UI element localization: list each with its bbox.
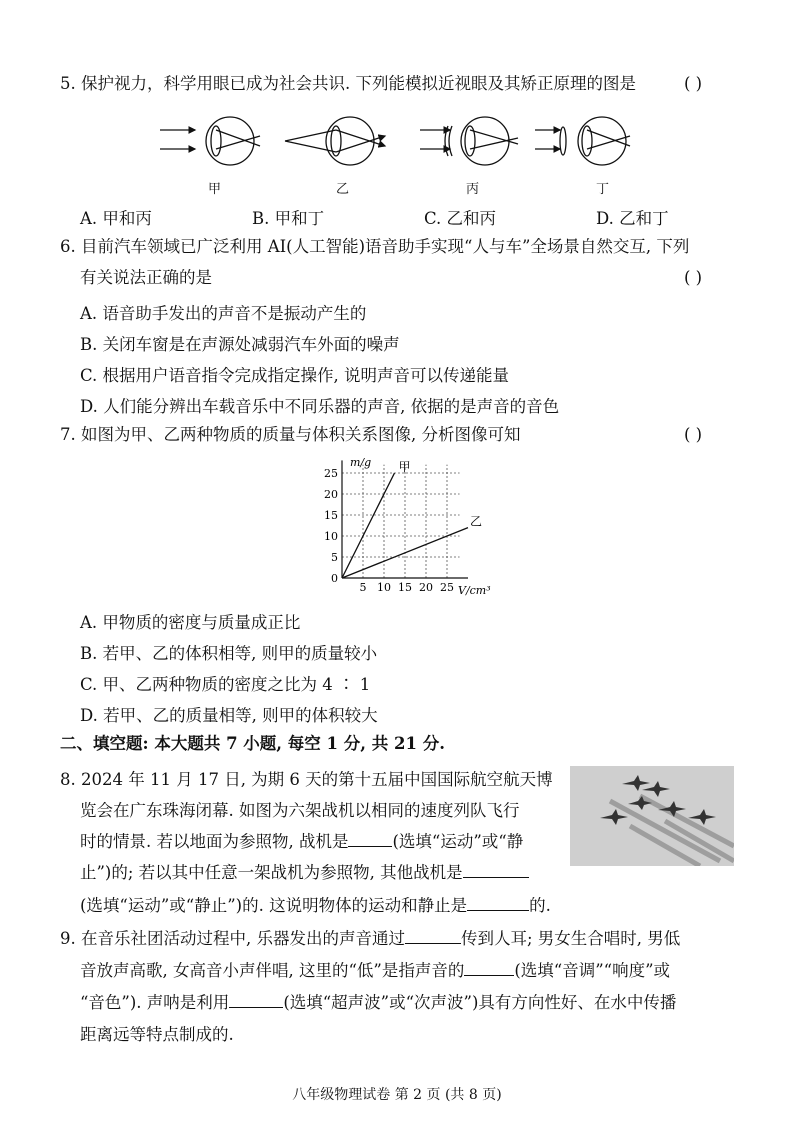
eye-diagram-ding: [535, 117, 630, 165]
q5-option-c: C. 乙和丙: [424, 209, 497, 228]
q5-paren: ( ): [684, 74, 703, 93]
chart-y-tick-label: 0: [331, 572, 338, 585]
q8-line4-text: 止”)的; 若以其中任意一架战机为参照物, 其他战机是: [80, 863, 463, 882]
q8-blank1[interactable]: [348, 832, 392, 847]
chart-x-label: V/cm³: [458, 584, 491, 597]
chart-series-label-0: 甲: [398, 460, 411, 474]
q8-line3: [80, 832, 523, 852]
q5-label-jia: 甲: [208, 182, 222, 197]
q6-stem-line1: 6. 目前汽车领域已广泛利用 AI(人工智能)语音助手实现“人与车”全场景自然交互, 下列: [60, 237, 690, 256]
q9-line2-text2: (选填“音调”“响度”或: [514, 961, 671, 980]
q7-stem: 7. 如图为甲、乙两种物质的质量与体积关系图像, 分析图像可知: [60, 425, 521, 444]
q9-blank3[interactable]: [229, 993, 283, 1008]
q8-line5-text2: 的.: [529, 896, 551, 915]
q9-line1: [60, 929, 680, 949]
q9-line2-text: 音放声高歌, 女高音小声伴唱, 这里的“低”是指声音的: [80, 961, 465, 980]
q8-line2: 览会在广东珠海闭幕. 如图为六架战机以相同的速度列队飞行: [80, 801, 520, 820]
q8-blank3[interactable]: [467, 896, 529, 911]
q6-option-b: B. 关闭车窗是在声源处减弱汽车外面的噪声: [80, 335, 400, 354]
chart-series-label-1: 乙: [470, 514, 483, 529]
chart-y-tick-label: 15: [324, 509, 338, 522]
q6-option-c: C. 根据用户语音指令完成指定操作, 说明声音可以传递能量: [80, 366, 510, 385]
q9-line4: 距离远等特点制成的.: [80, 1025, 234, 1044]
q6-option-d: D. 人们能分辨出车载音乐中不同乐器的声音, 依据的是声音的音色: [80, 397, 560, 416]
q7-option-b: B. 若甲、乙的体积相等, 则甲的质量较小: [80, 644, 378, 663]
chart-y-tick-label: 20: [324, 488, 338, 501]
q8-line4: [80, 863, 529, 883]
q9-line3: [80, 993, 676, 1013]
eye-diagram-jia: [160, 117, 260, 165]
q8-line1: 8. 2024 年 11 月 17 日, 为期 6 天的第十五届中国国际航空航天博: [60, 770, 553, 789]
page-footer: 八年级物理试卷 第 2 页 (共 8 页): [292, 1087, 502, 1103]
chart-x-tick-label: 5: [359, 581, 367, 594]
q9-blank2[interactable]: [464, 961, 514, 976]
q8-line5-text: (选填“运动”或“静止”)的. 这说明物体的运动和静止是: [80, 896, 468, 915]
q9-blank1[interactable]: [405, 929, 461, 944]
q7-option-a: A. 甲物质的密度与质量成正比: [80, 613, 301, 632]
section2-title: 二、填空题: 本大题共 7 小题, 每空 1 分, 共 21 分.: [60, 734, 445, 753]
chart-y-tick-label: 25: [324, 467, 338, 480]
q6-paren: ( ): [684, 268, 703, 287]
chart-y-tick-label: 10: [324, 530, 338, 543]
q5-eye-diagrams: [150, 116, 650, 196]
q6-stem-line2: 有关说法正确的是: [80, 268, 212, 287]
q5-option-a: A. 甲和丙: [80, 209, 152, 228]
chart-x-tick-label: 10: [377, 581, 391, 594]
q5-label-yi: 乙: [336, 182, 350, 197]
chart-series-line-0: [342, 473, 395, 578]
chart-x-tick-label: 20: [419, 581, 433, 594]
q9-line3-text: “音色”). 声呐是利用: [80, 993, 230, 1012]
q5-option-d: D. 乙和丁: [596, 209, 669, 228]
q7-mass-volume-chart: [320, 452, 500, 600]
q8-line3-text: 时的情景. 若以地面为参照物, 战机是: [80, 832, 349, 851]
chart-x-tick-label: 15: [398, 581, 412, 594]
q5-stem: 5. 保护视力，科学用眼已成为社会共识. 下列能模拟近视眼及其矫正原理的图是: [60, 74, 636, 93]
q7-option-c: C. 甲、乙两种物质的密度之比为 4 ∶ 1: [80, 675, 371, 694]
q9-line1-text: 9. 在音乐社团活动过程中, 乐器发出的声音通过: [60, 929, 405, 948]
eye-diagram-yi: [285, 117, 385, 165]
q8-line3-text2: (选填“运动”或“静: [392, 832, 524, 851]
eye-diagram-bing: [420, 117, 518, 165]
q9-line1-text2: 传到人耳; 男女生合唱时, 男低: [460, 929, 681, 948]
q6-option-a: A. 语音助手发出的声音不是振动产生的: [80, 304, 367, 323]
q5-label-ding: 丁: [596, 182, 610, 197]
chart-y-tick-label: 5: [331, 551, 338, 564]
q5-option-b: B. 甲和丁: [252, 209, 325, 228]
chart-y-label: m/g: [350, 456, 372, 469]
q7-paren: ( ): [684, 425, 703, 444]
fighter-jets-photo: [570, 766, 734, 866]
q8-blank2[interactable]: [463, 863, 529, 878]
q9-line3-text2: (选填“超声波”或“次声波”)具有方向性好、在水中传播: [283, 993, 677, 1012]
q9-line2: [80, 961, 670, 981]
q8-line5: [80, 896, 551, 916]
chart-x-tick-label: 25: [440, 581, 454, 594]
q5-label-bing: 丙: [466, 182, 480, 197]
chart-series-line-1: [342, 528, 468, 578]
q7-option-d: D. 若甲、乙的质量相等, 则甲的体积较大: [80, 706, 378, 725]
